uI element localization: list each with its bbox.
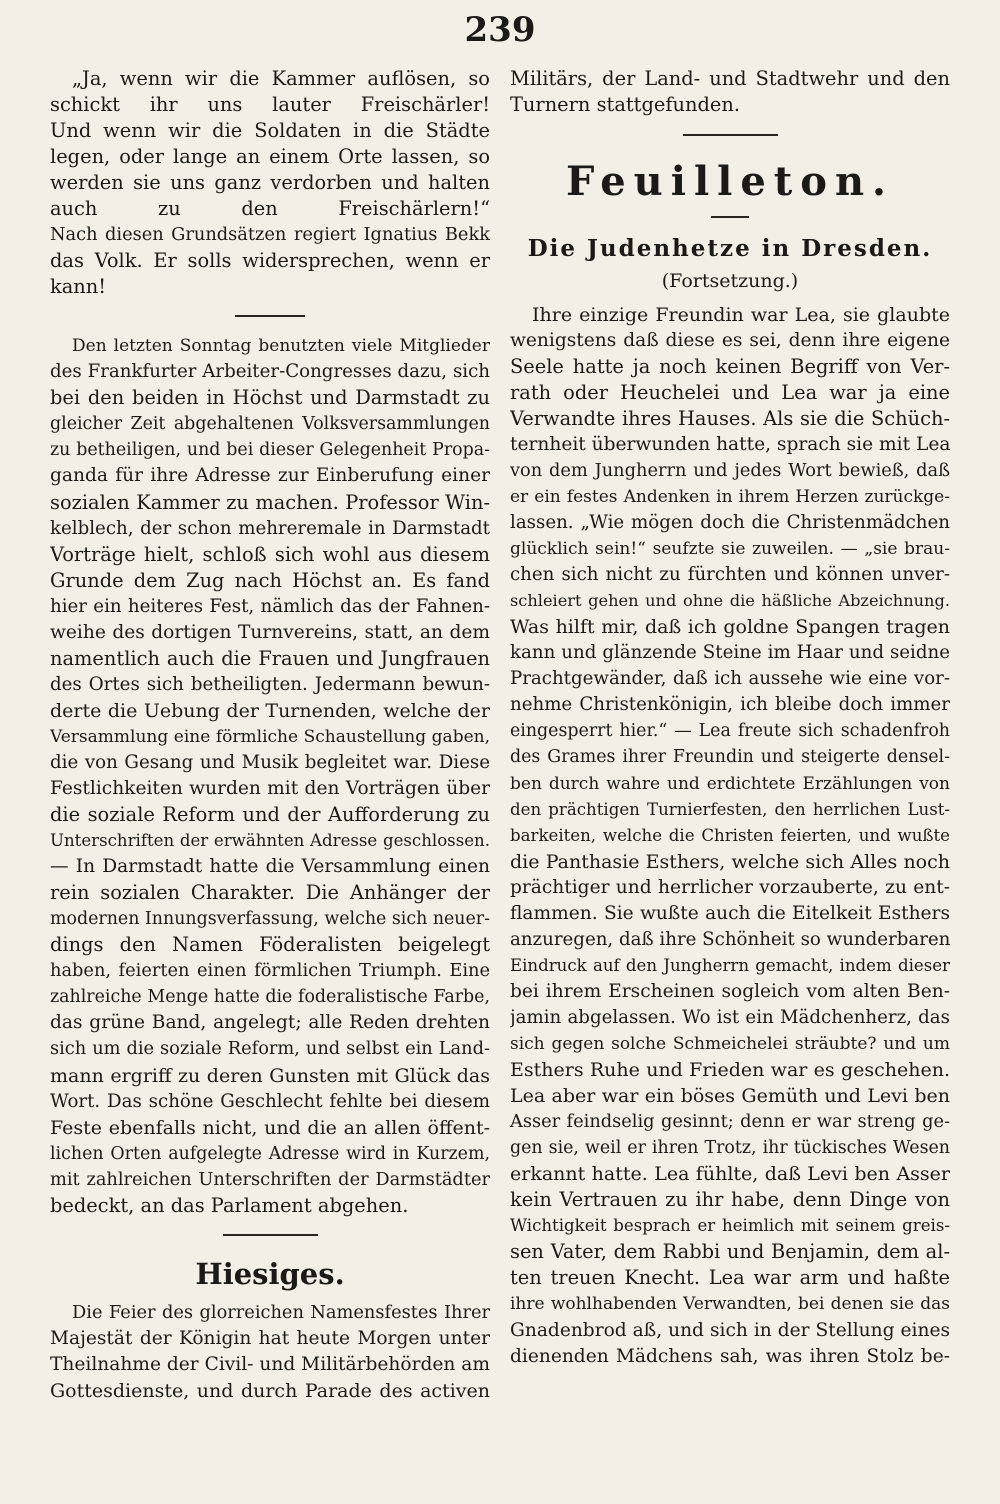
paragraph-kammer-quote [50, 66, 490, 300]
text-line: kann! [50, 275, 107, 299]
text-line: legen, oder lange an einem Orte lassen, so [50, 145, 490, 169]
text-line: die Panthasie Esthers, welche sich Alles noch [510, 850, 950, 873]
page-number: 239 [464, 10, 536, 50]
left-column [50, 66, 490, 1404]
text-line: Den letzten Sonntag benutzten viele Mitglieder [72, 336, 490, 357]
text-line: sozialen Kammer zu machen. Professor Win- [50, 490, 490, 514]
text-line: Turnern stattgefunden. [510, 93, 741, 117]
text-line: bei den beiden in Höchst und Darmstadt zu [50, 386, 490, 410]
text-line: „Ja, wenn wir die Kammer auflösen, so [72, 67, 490, 90]
text-line: ganda für ihre Adresse zur Einberufung einer [50, 465, 490, 487]
text-line: modernen Innungsverfassung, welche sich neuer- [50, 909, 490, 930]
text-line: schleiert gehen und ohne die häßliche Abzeichnung. [510, 591, 950, 611]
text-line: Lea aber war ein böses Gemüth und Levi ben [510, 1085, 950, 1108]
text-line: Wort. Das schöne Geschlecht fehlte bei diesem [50, 1090, 490, 1112]
text-line: Asser feindselig gesinnt; denn er war streng ge- [510, 1111, 950, 1133]
text-line: von dem Jungherrn und jedes Wort bewieß, daß [510, 459, 950, 481]
text-line: prächtiger und herrlicher vorzauberte, zu ent- [510, 876, 950, 898]
text-line: wenigstens daß diese es sei, denn ihre eigene [510, 329, 950, 351]
article-subtitle: (Fortsetzung.) [661, 269, 799, 292]
text-line: ben durch wahre und erdichtete Erzählungen von [510, 773, 950, 794]
text-line: gleicher Zeit abgehaltenen Volksversammlungen [50, 414, 490, 435]
text-line: — In Darmstadt hatte die Versammlung einen [50, 856, 490, 878]
right-column [510, 66, 950, 1370]
feuilleton-title: Feuilleton. [566, 157, 894, 205]
text-line: erkannt hatte. Lea fühlte, daß Levi ben Asser [510, 1163, 950, 1186]
text-line: Majestät der Königin hat heute Morgen unter [50, 1327, 490, 1349]
text-line: weihe des dortigen Turnvereins, statt, an dem [50, 621, 490, 643]
text-line: Grunde dem Zug nach Höchst an. Es fand [50, 568, 490, 592]
text-line: rein sozialen Charakter. Die Anhänger der [50, 881, 490, 905]
text-line: chen sich nicht zu fürchten und können unver- [510, 564, 950, 586]
text-line: Gnadenbrod aß, und sich in der Stellung eines [510, 1319, 950, 1341]
text-line: sen Vater, dem Rabbi und Benjamin, dem al- [510, 1240, 950, 1264]
text-line: Nach diesen Grundsätzen regiert Ignatius Bekk [50, 224, 490, 246]
text-line: sich um die soziale Reform, und selbst ein Land- [50, 1038, 490, 1060]
text-line: Und wenn wir die Soldaten in die Städte [50, 119, 490, 143]
title-divider [711, 216, 749, 218]
text-line: ternheit überwunden hatte, sprach sie mit Lea [510, 433, 950, 455]
text-line: zahlreiche Menge hatte die foderalistische Farbe, [50, 987, 490, 1008]
section-divider [235, 315, 305, 317]
text-line: Militärs, der Land- und Stadtwehr und den [510, 67, 950, 90]
text-line: glücklich sein!“ seufzte sie zuweilen. — „sie brau- [510, 539, 950, 560]
text-line: Versammlung eine förmliche Schaustellung gaben, [50, 726, 490, 747]
text-line: Gottesdienste, und durch Parade des activen [50, 1379, 490, 1402]
text-line: dienenden Mädchens sah, was ihren Stolz be- [510, 1345, 950, 1367]
text-line: Esthers Ruhe und Frieden war es geschehen. [510, 1059, 950, 1082]
paragraph-arbeiter-congress [50, 333, 490, 1219]
text-line: die soziale Reform und der Aufforderung zu [50, 803, 490, 827]
text-line: sich gegen solche Schmeichelei sträubte? und um [510, 1034, 950, 1054]
section-divider [683, 134, 778, 136]
text-line: bedeckt, an das Parlament abgehen. [50, 1193, 409, 1217]
section-divider [223, 1234, 318, 1236]
text-line: eingesperrt hier.“ — Lea freute sich schadenfroh [510, 721, 950, 742]
text-line: werden sie uns ganz verdorben und halten [50, 171, 490, 195]
text-line: Vorträge hielt, schloß sich wohl aus diesem [50, 542, 490, 566]
text-line: kelblech, der schon mehreremale in Darmstadt [50, 517, 490, 539]
text-line: er ein festes Andenken in ihrem Herzen zurückge- [510, 487, 950, 508]
text-line: des Grames ihrer Freundin und steigerte densel- [510, 747, 950, 768]
text-line: auch zu den Freischärlern!“ [50, 197, 490, 221]
article-title: Die Judenhetze in Dresden. [527, 234, 933, 262]
text-line: des Ortes sich betheiligten. Jedermann bewun- [50, 673, 490, 695]
section-heading-hiesiges: Hiesiges. [195, 1256, 345, 1291]
text-line: gen sie, weil er ihren Trotz, ihr tückisches Wesen [510, 1138, 950, 1159]
text-line: rath oder Heuchelei und Lea war ja eine [510, 380, 950, 404]
text-line: nehme Christenkönigin, ich bleibe doch immer [510, 694, 950, 716]
text-line: ihre wohlhabenden Verwandten, bei denen sie das [510, 1294, 950, 1315]
text-line: Die Feier des glorreichen Namensfestes Ihrer [72, 1301, 490, 1323]
text-line: Prachtgewänder, daß ich aussehe wie eine vor- [510, 668, 950, 690]
text-line: lichen Orten aufgelegte Adresse wird in Kurzem, [50, 1143, 490, 1164]
text-line: Eindruck auf den Jungherrn gemacht, indem dieser [510, 955, 950, 975]
text-line: den prächtigen Turnierfesten, den herrlichen Lust- [510, 799, 950, 819]
text-line: namentlich auch die Frauen und Jungfrauen [50, 646, 490, 670]
text-line: dings den Namen Föderalisten beigelegt [50, 933, 490, 957]
paragraph-namensfest [50, 1300, 490, 1404]
text-line: kein Vertrauen zu ihr habe, denn Dinge von [510, 1188, 950, 1212]
text-line: zu betheiligen, und bei dieser Gelegenheit Propa- [50, 440, 490, 461]
text-line: Feste ebenfalls nicht, und die an allen öffent- [50, 1116, 490, 1139]
text-line: das grüne Band, angelegt; alle Reden drehten [50, 1012, 490, 1034]
paragraph-continuation [510, 66, 950, 118]
text-line: Theilnahme der Civil- und Militärbehörden am [50, 1353, 490, 1375]
text-line: barkeiten, welche die Christen feierten, und wußte [510, 825, 950, 845]
text-line: lassen. „Wie mögen doch die Christenmädchen [510, 512, 950, 534]
text-line: Festlichkeiten wurden mit den Vorträgen über [50, 778, 490, 800]
paragraph-judenhetze-body [510, 302, 950, 1370]
text-line: mann ergriff zu deren Gunsten mit Glück das [50, 1064, 490, 1087]
text-line: bei ihrem Erscheinen sogleich vom alten Ben- [510, 980, 950, 1002]
text-line: haben, feierten einen förmlichen Triumph. Eine [50, 960, 490, 982]
text-line: die von Gesang und Musik begleitet war. Diese [50, 751, 490, 773]
text-line: derte die Uebung der Turnenden, welche der [50, 699, 490, 722]
text-line: Wichtigkeit besprach er heimlich mit seinem greis- [510, 1216, 950, 1236]
text-line: des Frankfurter Arbeiter-Congresses dazu, sich [50, 361, 490, 383]
text-line: Unterschriften der erwähnten Adresse geschlossen. [50, 831, 490, 851]
text-line: Ihre einzige Freundin war Lea, sie glaubte [532, 303, 950, 326]
text-line: mit zahlreichen Unterschriften der Darmstädter [50, 1168, 490, 1190]
text-line: flammen. Sie wußte auch die Eitelkeit Esthers [510, 902, 950, 924]
text-line: kann und glänzende Steine im Haar und seidne [510, 642, 950, 664]
text-line: jamin abgelassen. Wo ist ein Mädchenherz, das [510, 1006, 950, 1028]
text-line: anzuregen, daß ihre Schönheit so wunderbaren [510, 928, 950, 950]
text-line: hier ein heiteres Fest, nämlich das der Fahnen- [50, 595, 490, 617]
text-line: Was hilft mir, daß ich goldne Spangen tragen [510, 616, 950, 639]
text-line: schickt ihr uns lauter Freischärler! [50, 93, 490, 117]
text-line: Verwandte ihres Hauses. Als sie die Schüch- [510, 406, 950, 430]
text-line: ten treuen Knecht. Lea war arm und haßte [510, 1266, 950, 1290]
text-line: das Volk. Er solls widersprechen, wenn er [50, 249, 490, 273]
text-line: Seele hatte ja noch keinen Begriff von Ver- [510, 354, 950, 378]
